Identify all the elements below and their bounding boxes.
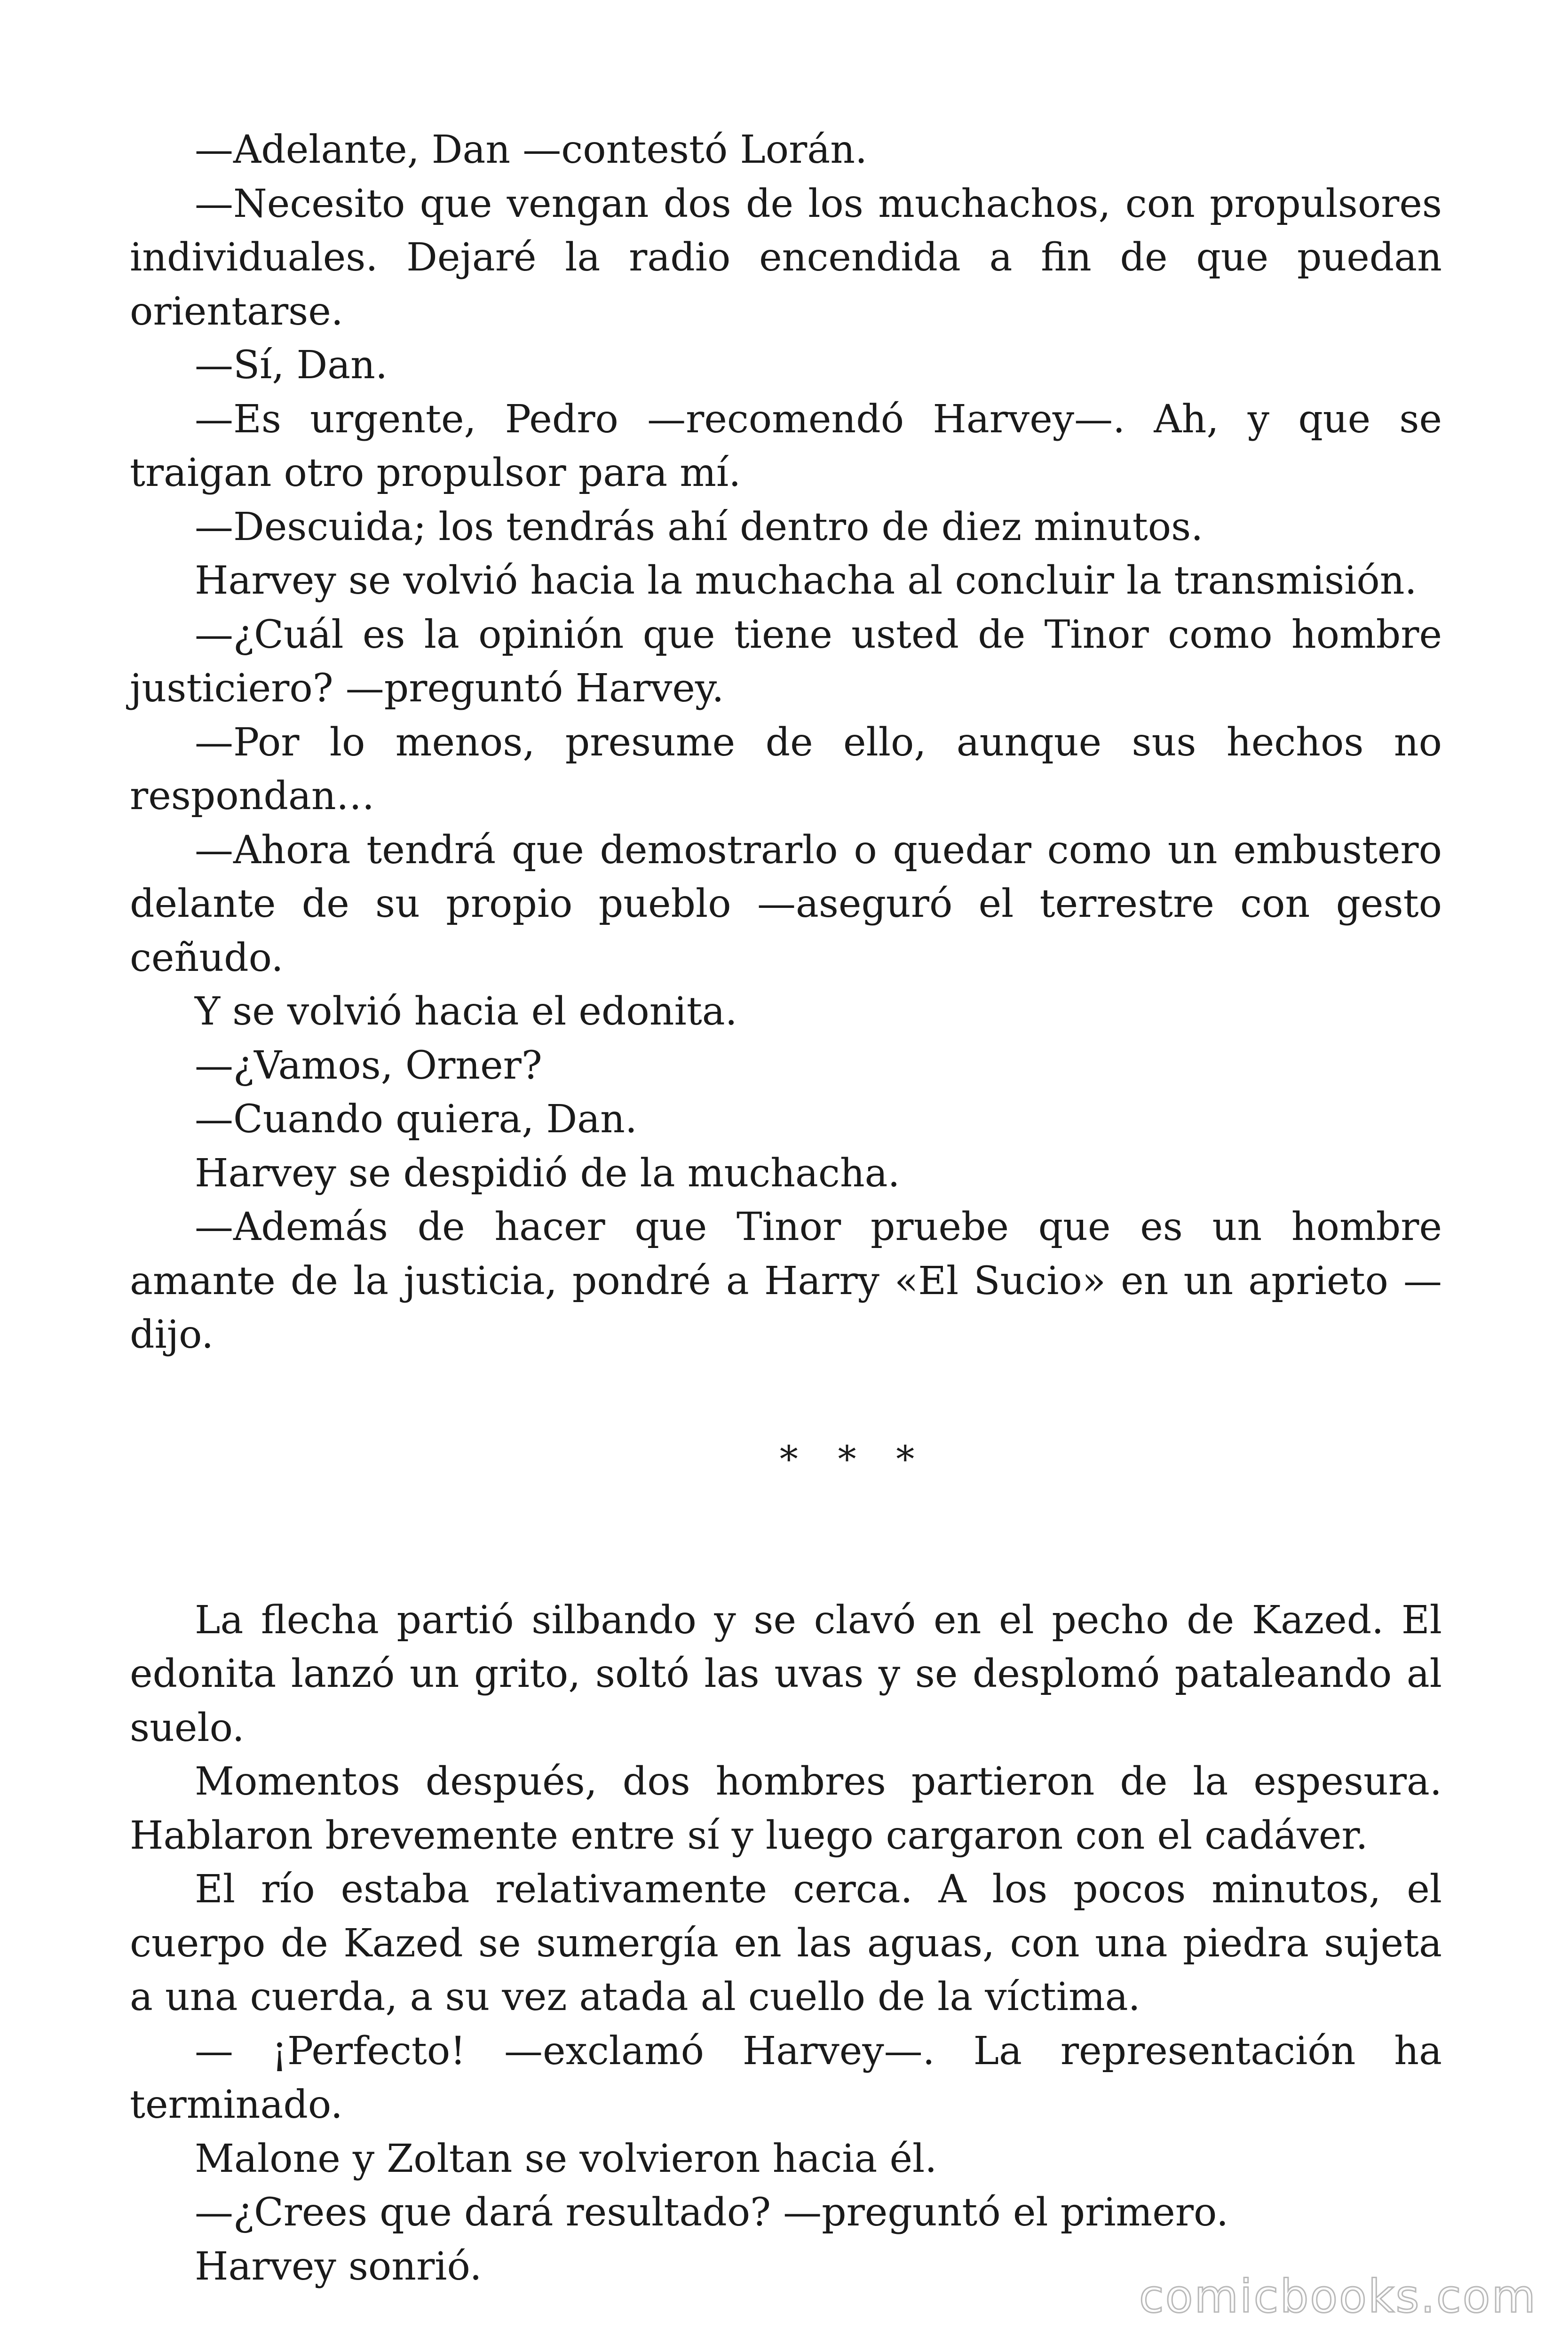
scene-break: * * * [779,1438,929,1481]
paragraph: Momentos después, dos hombres partieron de la espesura. Hablaron brevemente entre sí y luego cargaron con el cadáver. [130,1759,1442,1858]
paragraph: —Descuida; los tendrás ahí dentro de diez minutos. [195,504,1204,549]
paragraph: — ¡Perfecto! —exclamó Harvey—. La representación ha terminado. [130,2028,1442,2127]
paragraph: Harvey se volvió hacia la muchacha al concluir la transmisión. [195,558,1417,603]
paragraph: —Cuando quiera, Dan. [195,1097,637,1142]
paragraph: El río estaba relativamente cerca. A los pocos minutos, el cuerpo de Kazed se sumergía en las aguas, con una piedra sujeta a una cuerda, a su vez atada al cuello de la víctima. [130,1867,1442,2019]
paragraph: —¿Vamos, Orner? [195,1043,542,1088]
paragraph: Harvey se despidió de la muchacha. [195,1151,900,1196]
paragraph: Y se volvió hacia el edonita. [195,989,737,1034]
paragraph: La flecha partió silbando y se clavó en el pecho de Kazed. El edonita lanzó un grito, soltó las uvas y se desplomó pataleando al suelo. [130,1597,1442,1750]
paragraph: —¿Cuál es la opinión que tiene usted de Tinor como hombre justiciero? —preguntó Harvey. [130,612,1442,711]
text-body [130,123,1442,2294]
paragraph: Malone y Zoltan se volvieron hacia él. [195,2136,937,2181]
paragraph: —Adelante, Dan —contestó Lorán. [195,127,868,172]
paragraph: —¿Crees que dará resultado? —preguntó el primero. [195,2190,1229,2235]
paragraph: Harvey sonrió. [195,2244,482,2289]
paragraph: —Además de hacer que Tinor pruebe que es un hombre amante de la justicia, pondré a Harry «El Sucio» en un aprieto —dijo. [130,1205,1442,1357]
paragraph: —Es urgente, Pedro —recomendó Harvey—. Ah, y que se traigan otro propulsor para mí. [130,397,1442,495]
watermark: comicbooks.com [1139,2270,1537,2323]
paragraph: —Por lo menos, presume de ello, aunque sus hechos no respondan… [130,720,1442,818]
paragraph: —Ahora tendrá que demostrarlo o quedar como un embustero delante de su propio pueblo —aseguró el terrestre con gesto ceñudo. [130,827,1442,980]
paragraph: —Necesito que vengan dos de los muchachos, con propulsores individuales. Dejaré la radio encendida a fin de que puedan orientarse. [130,181,1442,334]
paragraph: —Sí, Dan. [195,343,388,388]
